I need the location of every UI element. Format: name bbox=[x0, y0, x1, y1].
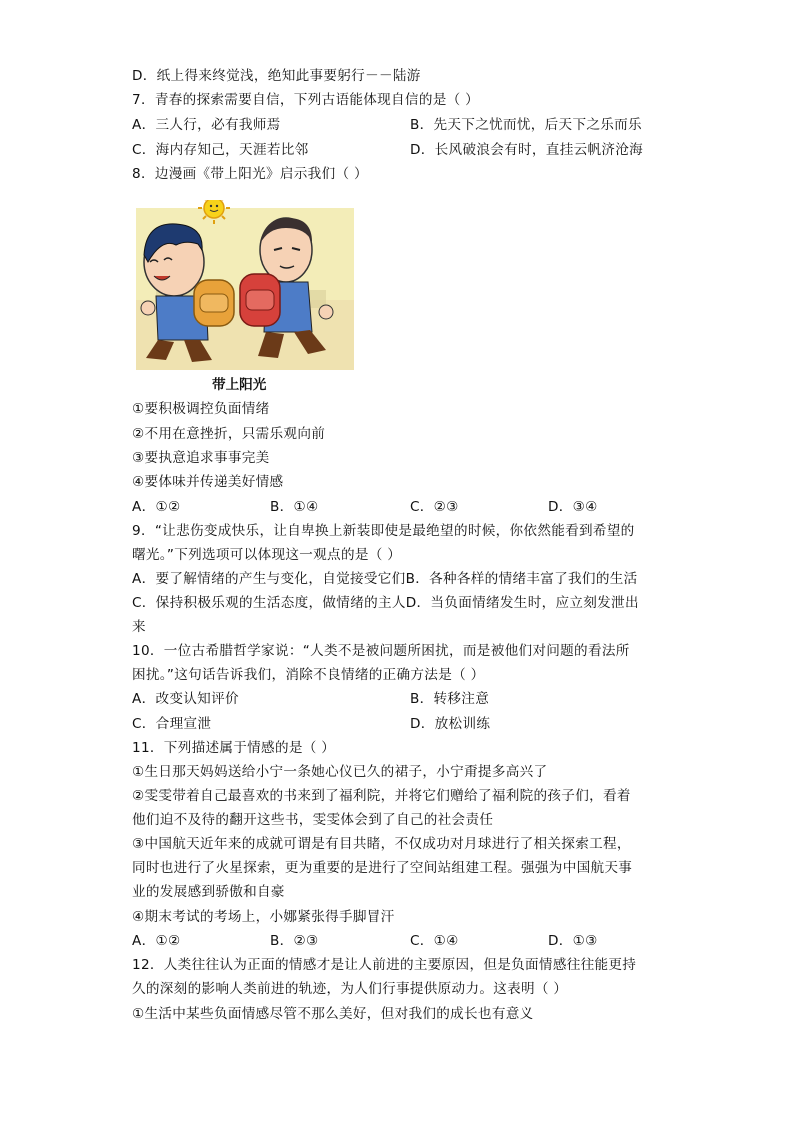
q10-option-b: B．转移注意 bbox=[410, 691, 490, 707]
q11-item-1: ①生日那天妈妈送给小宁一条她心仪已久的裙子，小宁甭提多高兴了 bbox=[132, 764, 548, 780]
q12-stem-2: 久的深刻的影响人类前进的轨迹，为人们行事提供原动力。这表明（ ） bbox=[132, 981, 568, 997]
q12-stem-1: 12．人类往往认为正面的情感才是让人前进的主要原因，但是负面情感往往能更持 bbox=[132, 957, 637, 973]
q9-stem-1: 9．“让悲伤变成快乐，让自卑换上新装即使是最绝望的时候，你依然能看到希望的 bbox=[132, 523, 635, 539]
q7-option-a: A．三人行，必有我师焉 bbox=[132, 117, 281, 133]
q9-stem-2: 曙光。”下列选项可以体现这一观点的是（ ） bbox=[132, 547, 402, 563]
q11-item-2b: 他们迫不及待的翻开这些书，雯雯体会到了自己的社会责任 bbox=[132, 812, 494, 828]
q9-options-cd-cont: 来 bbox=[132, 619, 146, 635]
q7-option-d: D．长风破浪会有时，直挂云帆济沧海 bbox=[410, 142, 644, 158]
q10-stem-2: 困扰。”这句话告诉我们，消除不良情绪的正确方法是（ ） bbox=[132, 667, 485, 683]
q9-options-ab: A．要了解情绪的产生与变化，自觉接受它们B．各种各样的情绪丰富了我们的生活 bbox=[132, 571, 638, 587]
q11-option-b: B．②③ bbox=[270, 933, 319, 949]
q8-item-4: ④要体味并传递美好情感 bbox=[132, 474, 284, 490]
q7-stem: 7．青春的探索需要自信，下列古语能体现自信的是（ ） bbox=[132, 92, 480, 108]
q7-option-b: B．先天下之忧而忧，后天下之乐而乐 bbox=[410, 117, 642, 133]
q7-option-c: C．海内存知己，天涯若比邻 bbox=[132, 142, 309, 158]
q8-item-1: ①要积极调控负面情绪 bbox=[132, 401, 270, 417]
line-prev-d: D．纸上得来终觉浅，绝知此事要躬行－－陆游 bbox=[132, 68, 421, 84]
q11-option-a: A．①② bbox=[132, 933, 181, 949]
q11-stem: 11．下列描述属于情感的是（ ） bbox=[132, 740, 336, 756]
q10-option-d: D．放松训练 bbox=[410, 716, 491, 732]
q8-option-c: C．②③ bbox=[410, 499, 459, 515]
q8-option-b: B．①④ bbox=[270, 499, 319, 515]
q8-stem: 8．边漫画《带上阳光》启示我们（ ） bbox=[132, 166, 368, 182]
q11-item-3c: 业的发展感到骄傲和自豪 bbox=[132, 884, 285, 900]
q12-item-1: ①生活中某些负面情感尽管不那么美好，但对我们的成长也有意义 bbox=[132, 1006, 534, 1022]
q11-option-c: C．①④ bbox=[410, 933, 459, 949]
q11-item-2a: ②雯雯带着自己最喜欢的书来到了福利院，并将它们赠给了福利院的孩子们，看着 bbox=[132, 788, 631, 804]
comic-caption: 带上阳光 bbox=[212, 377, 267, 393]
q11-item-3a: ③中国航天近年来的成就可谓是有目共睹，不仅成功对月球进行了相关探索工程， bbox=[132, 836, 631, 852]
q11-item-4: ④期末考试的考场上，小娜紧张得手脚冒汗 bbox=[132, 909, 395, 925]
q8-option-d: D．③④ bbox=[548, 499, 598, 515]
q11-item-3b: 同时也进行了火星探索，更为重要的是进行了空间站组建工程。强强为中国航天事 bbox=[132, 860, 633, 876]
q10-option-c: C．合理宣泄 bbox=[132, 716, 212, 732]
q10-option-a: A．改变认知评价 bbox=[132, 691, 239, 707]
q8-item-2: ②不用在意挫折，只需乐观向前 bbox=[132, 426, 326, 442]
q8-item-3: ③要执意追求事事完美 bbox=[132, 450, 270, 466]
q8-option-a: A．①② bbox=[132, 499, 181, 515]
q10-stem-1: 10．一位古希腊哲学家说：“人类不是被问题所困扰，而是被他们对问题的看法所 bbox=[132, 643, 630, 659]
q9-options-cd: C．保持积极乐观的生活态度，做情绪的主人D．当负面情绪发生时，应立刻发泄出 bbox=[132, 595, 639, 611]
comic-image bbox=[136, 200, 354, 370]
q11-option-d: D．①③ bbox=[548, 933, 598, 949]
